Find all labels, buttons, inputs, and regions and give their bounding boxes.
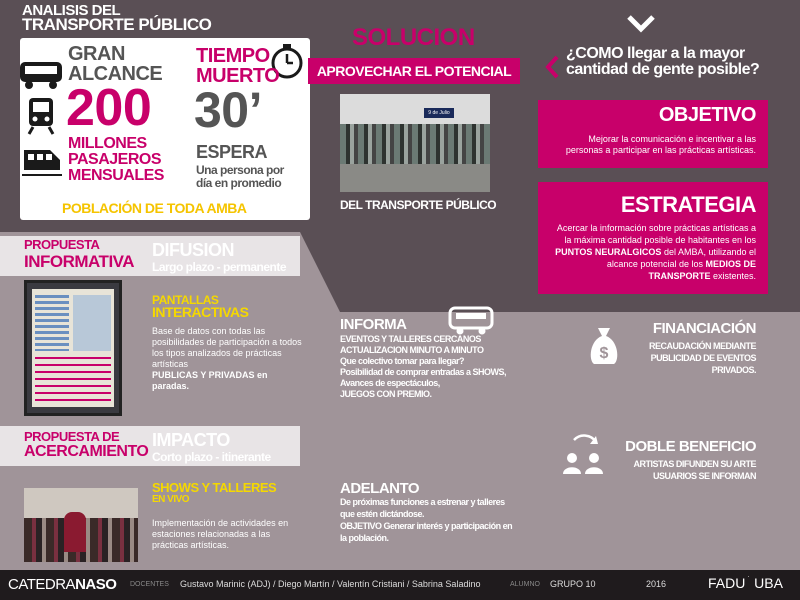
chevron-left-icon [544,54,560,85]
mensuales-label: MENSUALES [68,167,164,184]
shows-title [152,482,276,506]
millones-pasajeros [68,136,164,184]
espera-label: ESPERA [196,142,268,162]
passengers-number: 200 [66,79,152,137]
acercamiento-label-line2: ACERCAMIENTO [24,443,149,460]
shows-line1: SHOWS Y TALLERES [152,480,277,495]
espera-desc: Una persona por día en promedio [196,163,284,190]
adelanto-text [340,496,520,544]
pantallas-desc-text: Base de datos con todas las posibilidades de participación a todos los tipos analizados de prácticas artísticas [152,326,302,369]
money-bag-icon [586,324,622,371]
difusion-title: DIFUSION [152,240,235,260]
train-icon [20,142,64,183]
docentes-names: Gustavo Marinic (ADJ) / Diego Martín / Valentín Cristiani / Sabrina Saladino [180,579,481,589]
fadu-label: FADU [708,575,746,591]
informa-line5: Avances de espectáculos, [340,378,440,388]
impacto-subtitle: Corto plazo - itinerante [152,450,271,464]
objetivo-title: OBJETIVO [658,104,756,126]
alcance-label: ALCANCE [68,63,163,85]
solucion-title: SOLUCION [352,24,475,51]
header-title-line1: ANALISIS DEL [22,2,121,19]
shows-desc: Implementación de actividades en estaciones relacionadas a las prácticas artísticas. [152,518,289,550]
station-sign: 9 de Julio [424,108,454,118]
docentes-label: DOCENTES [130,581,169,588]
adelanto-text2: OBJETIVO Generar interés y participación en la población. [340,521,513,543]
grupo-label: GRUPO 10 [550,579,596,589]
financiacion-text: RECAUDACIÓN MEDIANTE PUBLICIDAD DE EVENTOS PRIVADOS. [649,341,756,375]
alumno-label: ALUMNO [510,581,540,588]
exchange-users-icon [560,434,606,481]
chevron-down-icon [626,14,656,39]
shows-line2: EN VIVO [152,494,190,505]
estrategia-text-d: MEDIOS DE TRANSPORTE [648,259,756,281]
doble-line1: ARTISTAS DIFUNDEN SU ARTE [633,459,756,469]
wait-minutes: 30’ [194,82,263,138]
naso-label: NASO [75,576,117,593]
informa-line1: EVENTOS Y TALLERES CERCANOS [340,334,481,344]
pasajeros-label: PASAJEROS [68,151,162,168]
pantallas-title [152,294,248,318]
doble-title: DOBLE BENEFICIO [625,438,756,455]
informa-title: INFORMA [340,316,407,333]
adelanto-text1: De próximas funciones a estrenar y talleres que estén dictándose. [340,497,505,519]
informativa-label-line1: PROPUESTA [24,237,100,252]
objetivo-text: Mejorar la comunicación e incentivar a las personas a participar en las prácticas artísticas. [565,134,756,155]
footer [0,570,800,600]
informativa-label-line2: INFORMATIVA [24,252,135,271]
gran-alcance [68,44,162,84]
informa-text [340,334,520,400]
header-title-line2: TRANSPORTE PÚBLICO [22,15,212,34]
financiacion-title: FINANCIACIÓN [652,320,756,337]
informa-line6: JUEGOS CON PREMIO. [340,389,432,399]
impacto-title: IMPACTO [152,430,230,450]
difusion-subtitle: Largo plazo - permanente [152,260,287,274]
pantallas-desc [152,326,302,392]
muerto-label: MUERTO [196,65,280,87]
live-show-photo [24,488,138,562]
tiempo-label: TIEMPO [196,45,270,67]
millones-label: MILLONES [68,135,147,152]
informativa-label [24,238,134,272]
informa-line4: Posibilidad de comprar entradas a SHOWS, [340,367,507,377]
interactive-kiosk [24,280,122,416]
estrategia-text-e: existentes. [710,271,756,281]
pantallas-line2: INTERACTIVAS [152,304,249,320]
bus-icon [18,60,64,95]
doble-text [608,458,756,482]
estrategia-text-a: Acercar la información sobre prácticas artísticas a la máxima cantidad posible de habitantes en los [556,223,756,245]
informa-line3: Que colectivo tomar para llegar? [340,356,465,366]
catedra-logo [8,576,116,593]
acercamiento-label-line1: PROPUESTA DE [24,429,120,444]
estrategia-text-b: PUNTOS NEURALGICOS [555,247,662,257]
year-label: 2016 [646,579,667,589]
tiempo-muerto [196,46,279,86]
estrategia-text [552,222,756,282]
adelanto-title: ADELANTO [340,480,420,497]
poblacion-label: POBLACIÓN DE TODA AMBA [62,200,247,216]
station-photo [340,94,490,192]
metro-icon [26,96,56,141]
svg-text:$: $ [599,345,609,362]
header-title [22,4,211,32]
pantallas-desc-bold: PUBLICAS Y PRIVADAS en paradas. [152,370,268,391]
uba-label: UBA [754,575,783,591]
informa-line2: ACTUALIZACION MINUTO A MINUTO [340,345,484,355]
solucion-question: ¿COMO llegar a la mayor cantidad de gente posible? [566,45,760,78]
estrategia-text-c: del AMBA, utilizando el alcance potencial de los [606,247,756,269]
doble-line2: USUARIOS SE INFORMAN [652,471,756,481]
solucion-caption: DEL TRANSPORTE PÚBLICO [340,198,497,212]
estrategia-title: ESTRATEGIA [620,192,756,217]
acercamiento-label [24,430,148,461]
catedra-label: CATEDRA [8,576,76,593]
solucion-banner: APROVECHAR EL POTENCIAL [308,58,520,84]
fadu-uba-logo: FADU ˙ UBA [708,575,783,591]
pantallas-line1: PANTALLAS [152,293,219,307]
gran-label: GRAN [68,43,125,65]
